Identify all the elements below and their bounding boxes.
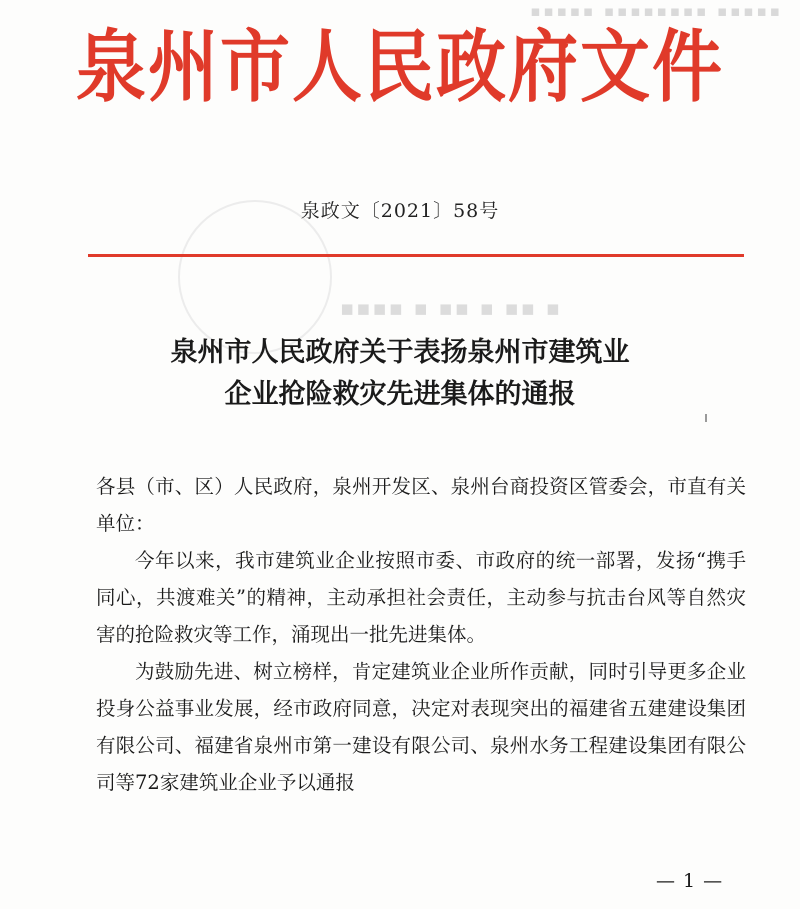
faint-date-trace: ▪▪▪▪ ▪ ▪▪ ▪ ▪▪ ▪ xyxy=(340,296,562,320)
red-divider-line xyxy=(88,254,744,257)
document-header: 泉州市人民政府文件 xyxy=(76,21,724,114)
document-number: 泉政文〔2021〕58号 xyxy=(300,200,500,222)
title-line-1: 泉州市人民政府关于表扬泉州市建筑业 xyxy=(170,337,630,368)
page-number: — 1 — xyxy=(656,870,724,892)
title-line-2: 企业抢险救灾先进集体的通报 xyxy=(224,379,576,410)
notice-title xyxy=(0,332,800,416)
scan-speck xyxy=(705,414,707,422)
faint-seal-trace xyxy=(178,200,332,354)
paragraph-1: 今年以来，我市建筑业企业按照市委、市政府的统一部署，发扬“携手同心，共渡难关”的精神，主动承担社会责任，主动参与抗击台风等自然灾害的抢险救灾等工作，涌现出一批先进集体。 xyxy=(96,549,746,646)
notice-body xyxy=(96,468,746,801)
salutation: 各县（市、区）人民政府，泉州开发区、泉州台商投资区管委会，市直有关单位： xyxy=(96,475,746,535)
paragraph-2: 为鼓励先进、树立榜样，肯定建筑业企业所作贡献，同时引导更多企业投身公益事业发展，经市政府同意，决定对表现突出的福建省五建建设集团有限公司、福建省泉州市第一建设有限公司、泉州水务工程建设集团有限公司等72家建筑业企业予以通报 xyxy=(96,660,746,794)
bleed-through-text: ▪▪▪▪▪ ▪▪▪▪▪▪▪▪ ▪▪▪▪▪ xyxy=(527,2,780,20)
